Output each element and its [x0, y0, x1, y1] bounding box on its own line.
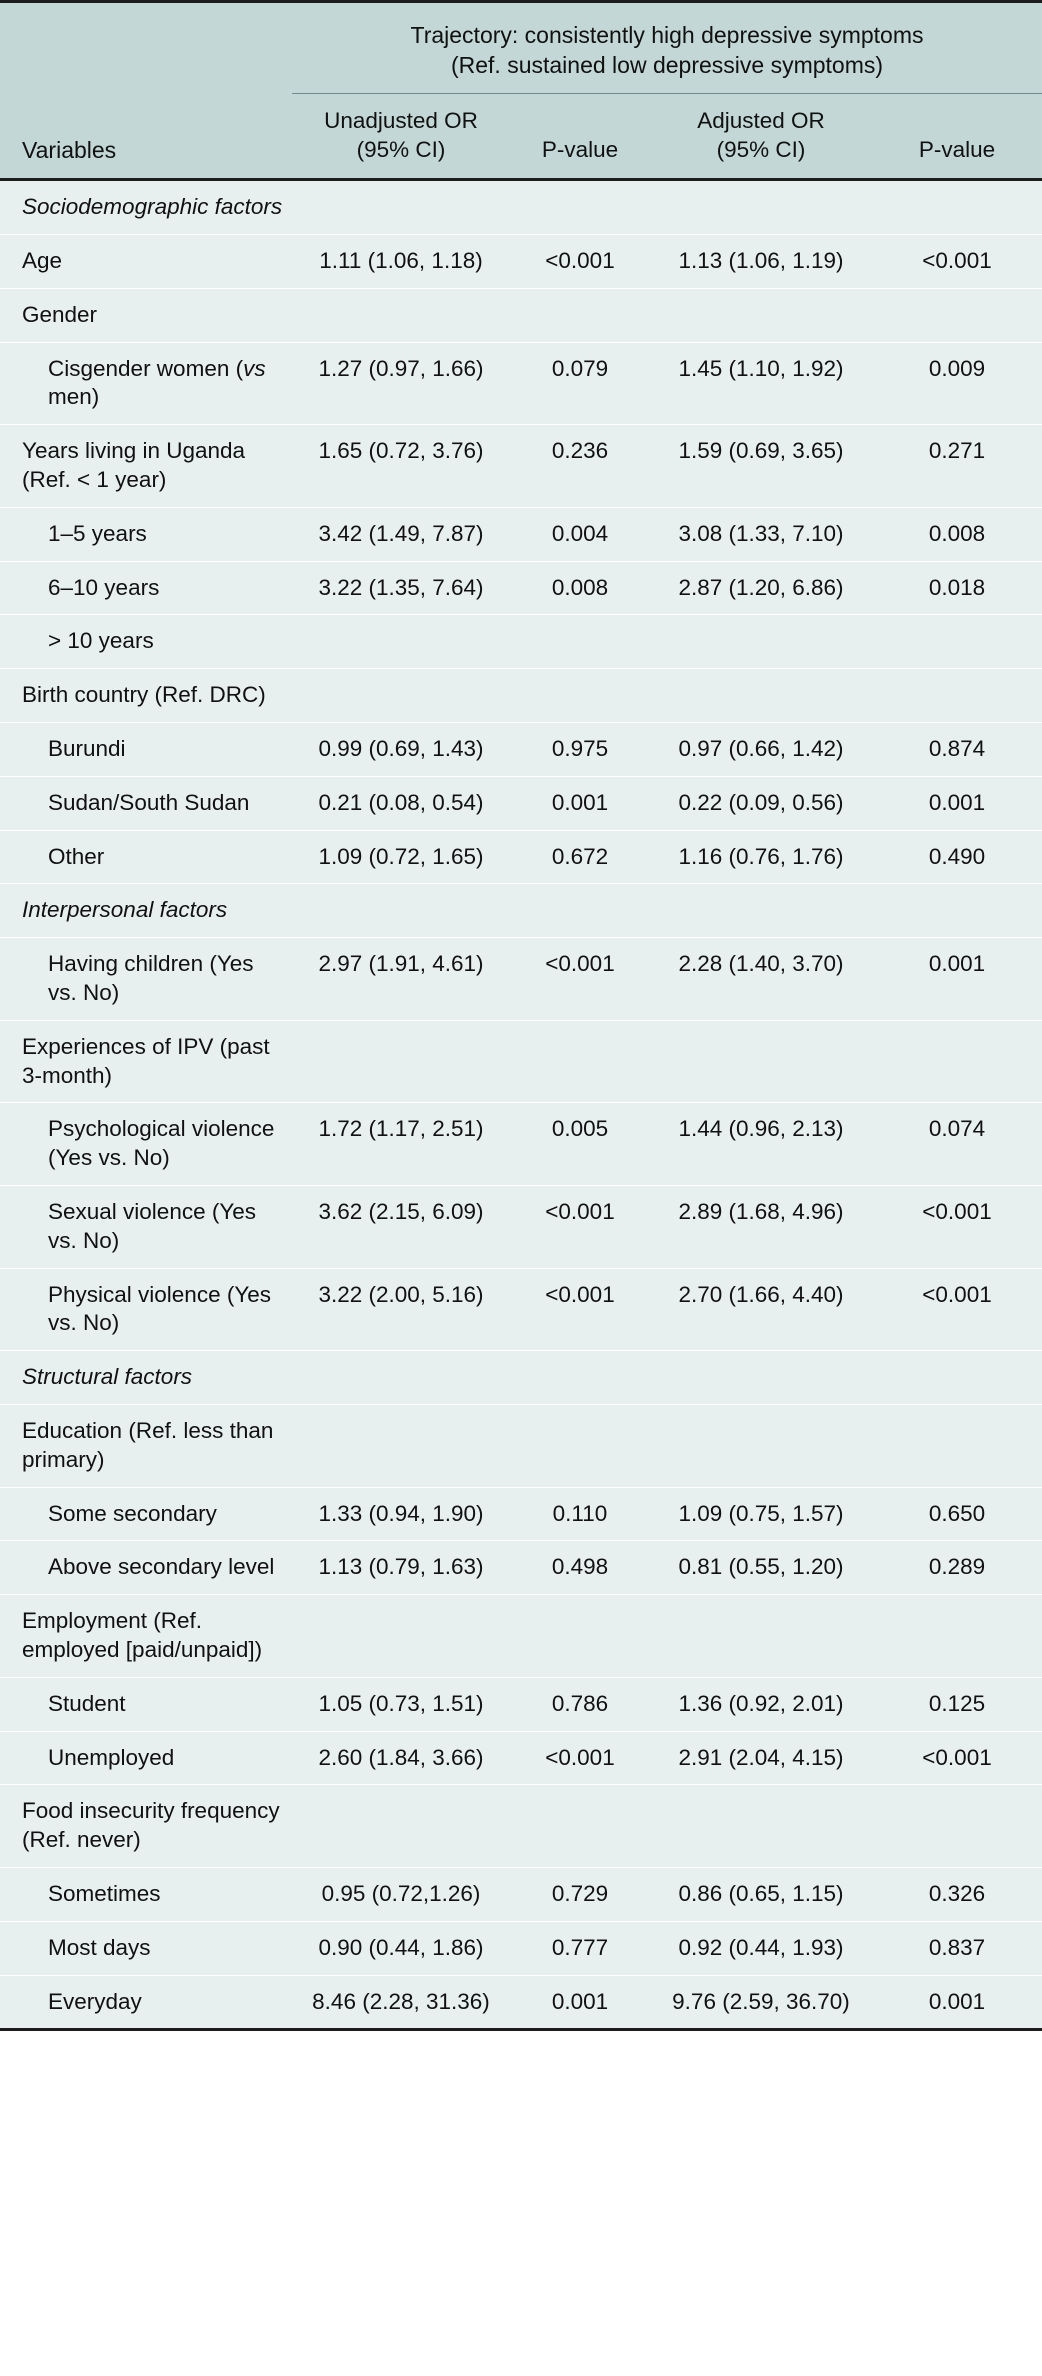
adjusted-or-value: [650, 288, 872, 342]
table-row: [0, 669, 1042, 723]
unadjusted-or-value: [292, 615, 510, 669]
pvalue-adjusted-value: 0.650: [872, 1487, 1042, 1541]
variable-label: Education (Ref. less than primary): [0, 1405, 292, 1488]
variable-label: Physical violence (Yes vs. No): [0, 1268, 292, 1351]
adjusted-or-value: 2.70 (1.66, 4.40): [650, 1268, 872, 1351]
unadjusted-or-value: 2.97 (1.91, 4.61): [292, 938, 510, 1021]
adjusted-or-value: 0.22 (0.09, 0.56): [650, 776, 872, 830]
pvalue-unadjusted-value: [510, 1405, 650, 1488]
table-row: [0, 830, 1042, 884]
pvalue-unadjusted-value: 0.236: [510, 425, 650, 508]
table-row: [0, 1677, 1042, 1731]
unadjusted-or-value: 0.21 (0.08, 0.54): [292, 776, 510, 830]
adjusted-or-value: 2.89 (1.68, 4.96): [650, 1186, 872, 1269]
unadjusted-or-value: 1.09 (0.72, 1.65): [292, 830, 510, 884]
section-label: Interpersonal factors: [0, 884, 292, 938]
pvalue-unadjusted-value: <0.001: [510, 1731, 650, 1785]
unadjusted-or-value: 1.05 (0.73, 1.51): [292, 1677, 510, 1731]
pvalue-adjusted-value: 0.490: [872, 830, 1042, 884]
pvalue-unadjusted-value: [510, 615, 650, 669]
pvalue-unadjusted-value: [510, 884, 650, 938]
adjusted-or-value: 3.08 (1.33, 7.10): [650, 507, 872, 561]
variable-label: Other: [0, 830, 292, 884]
variable-label: Everyday: [0, 1975, 292, 2028]
unadjusted-or-value: 0.95 (0.72,1.26): [292, 1867, 510, 1921]
pvalue-unadjusted-value: 0.008: [510, 561, 650, 615]
table-row: [0, 884, 1042, 938]
header-column-row: [0, 93, 1042, 180]
pvalue-unadjusted-value: <0.001: [510, 235, 650, 289]
pvalue-adjusted-value: <0.001: [872, 1731, 1042, 1785]
unadjusted-or-value: 0.99 (0.69, 1.43): [292, 723, 510, 777]
pvalue-adjusted-value: 0.009: [872, 342, 1042, 425]
adjusted-or-value: 0.92 (0.44, 1.93): [650, 1921, 872, 1975]
pvalue-adjusted-value: [872, 1351, 1042, 1405]
variable-label: Sometimes: [0, 1867, 292, 1921]
header-pvalue-adjusted: P-value: [872, 93, 1042, 180]
variable-label: Age: [0, 235, 292, 289]
adjusted-or-value: [650, 669, 872, 723]
header-variables: Variables: [0, 93, 292, 180]
table-row: [0, 288, 1042, 342]
pvalue-adjusted-value: [872, 1785, 1042, 1868]
variable-label: Sexual violence (Yes vs. No): [0, 1186, 292, 1269]
pvalue-unadjusted-value: [510, 288, 650, 342]
unadjusted-or-value: 1.27 (0.97, 1.66): [292, 342, 510, 425]
pvalue-unadjusted-value: <0.001: [510, 1186, 650, 1269]
table-row: [0, 507, 1042, 561]
variable-label: Unemployed: [0, 1731, 292, 1785]
pvalue-unadjusted-value: [510, 1020, 650, 1103]
header-unadjusted-or-line2: (95% CI): [356, 137, 446, 163]
unadjusted-or-value: 1.11 (1.06, 1.18): [292, 235, 510, 289]
adjusted-or-value: 1.44 (0.96, 2.13): [650, 1103, 872, 1186]
adjusted-or-value: [650, 1020, 872, 1103]
pvalue-unadjusted-value: 0.498: [510, 1541, 650, 1595]
section-label: Structural factors: [0, 1351, 292, 1405]
header-pvalue-unadjusted: P-value: [510, 93, 650, 180]
variable-label: Gender: [0, 288, 292, 342]
pvalue-unadjusted-value: 0.001: [510, 776, 650, 830]
pvalue-adjusted-value: [872, 1595, 1042, 1678]
table-row: [0, 1351, 1042, 1405]
variable-label: Student: [0, 1677, 292, 1731]
pvalue-adjusted-value: 0.125: [872, 1677, 1042, 1731]
table-row: [0, 1268, 1042, 1351]
adjusted-or-value: [650, 615, 872, 669]
variable-label: Most days: [0, 1921, 292, 1975]
pvalue-adjusted-value: 0.018: [872, 561, 1042, 615]
pvalue-unadjusted-value: [510, 1595, 650, 1678]
variable-label: > 10 years: [0, 615, 292, 669]
adjusted-or-value: 1.13 (1.06, 1.19): [650, 235, 872, 289]
table-body: [0, 180, 1042, 2029]
table-row: [0, 235, 1042, 289]
pvalue-adjusted-value: 0.874: [872, 723, 1042, 777]
table-row: [0, 1921, 1042, 1975]
table-row: [0, 1785, 1042, 1868]
adjusted-or-value: [650, 1405, 872, 1488]
unadjusted-or-value: 3.62 (2.15, 6.09): [292, 1186, 510, 1269]
variable-label: Years living in Uganda (Ref. < 1 year): [0, 425, 292, 508]
adjusted-or-value: 1.09 (0.75, 1.57): [650, 1487, 872, 1541]
pvalue-adjusted-value: [872, 884, 1042, 938]
section-label: Sociodemographic factors: [0, 180, 292, 235]
unadjusted-or-value: [292, 669, 510, 723]
table-row: [0, 561, 1042, 615]
header-group-row: [0, 2, 1042, 94]
variable-label: Psychological violence (Yes vs. No): [0, 1103, 292, 1186]
unadjusted-or-value: [292, 180, 510, 235]
variable-label: Cisgender women (vs men): [0, 342, 292, 425]
pvalue-adjusted-value: 0.008: [872, 507, 1042, 561]
variable-label: Employment (Ref. employed [paid/unpaid]): [0, 1595, 292, 1678]
pvalue-unadjusted-value: 0.005: [510, 1103, 650, 1186]
table-row: [0, 938, 1042, 1021]
pvalue-adjusted-value: <0.001: [872, 1186, 1042, 1269]
table-row: [0, 1487, 1042, 1541]
header-group-title-line1: Trajectory: consistently high depressive symptoms: [410, 22, 924, 48]
unadjusted-or-value: 2.60 (1.84, 3.66): [292, 1731, 510, 1785]
adjusted-or-value: 1.45 (1.10, 1.92): [650, 342, 872, 425]
table-row: [0, 1103, 1042, 1186]
unadjusted-or-value: 3.22 (1.35, 7.64): [292, 561, 510, 615]
adjusted-or-value: [650, 884, 872, 938]
adjusted-or-value: [650, 1785, 872, 1868]
header-adjusted-or: [650, 93, 872, 180]
pvalue-unadjusted-value: <0.001: [510, 938, 650, 1021]
pvalue-unadjusted-value: 0.672: [510, 830, 650, 884]
pvalue-unadjusted-value: [510, 1351, 650, 1405]
pvalue-unadjusted-value: 0.001: [510, 1975, 650, 2028]
pvalue-adjusted-value: [872, 1405, 1042, 1488]
variable-label: Having children (Yes vs. No): [0, 938, 292, 1021]
table-row: [0, 1020, 1042, 1103]
adjusted-or-value: [650, 180, 872, 235]
table-row: [0, 1975, 1042, 2028]
unadjusted-or-value: 1.65 (0.72, 3.76): [292, 425, 510, 508]
unadjusted-or-value: 3.22 (2.00, 5.16): [292, 1268, 510, 1351]
header-group-title: [292, 2, 1042, 94]
header-adjusted-or-line2: (95% CI): [716, 137, 806, 163]
table-row: [0, 1541, 1042, 1595]
pvalue-adjusted-value: <0.001: [872, 235, 1042, 289]
variable-label: Sudan/South Sudan: [0, 776, 292, 830]
pvalue-unadjusted-value: [510, 1785, 650, 1868]
pvalue-adjusted-value: <0.001: [872, 1268, 1042, 1351]
unadjusted-or-value: 3.42 (1.49, 7.87): [292, 507, 510, 561]
pvalue-unadjusted-value: [510, 180, 650, 235]
pvalue-unadjusted-value: 0.110: [510, 1487, 650, 1541]
header-adjusted-or-line1: Adjusted OR: [697, 107, 825, 133]
unadjusted-or-value: [292, 1020, 510, 1103]
pvalue-unadjusted-value: 0.004: [510, 507, 650, 561]
pvalue-adjusted-value: 0.001: [872, 938, 1042, 1021]
variable-label: Burundi: [0, 723, 292, 777]
adjusted-or-value: 0.97 (0.66, 1.42): [650, 723, 872, 777]
variable-label: Birth country (Ref. DRC): [0, 669, 292, 723]
unadjusted-or-value: 8.46 (2.28, 31.36): [292, 1975, 510, 2028]
variable-label: 6–10 years: [0, 561, 292, 615]
table-row: [0, 425, 1042, 508]
unadjusted-or-value: 1.13 (0.79, 1.63): [292, 1541, 510, 1595]
table-row: [0, 180, 1042, 235]
pvalue-adjusted-value: 0.001: [872, 776, 1042, 830]
pvalue-unadjusted-value: <0.001: [510, 1268, 650, 1351]
adjusted-or-value: 1.16 (0.76, 1.76): [650, 830, 872, 884]
table-row: [0, 1867, 1042, 1921]
pvalue-adjusted-value: [872, 669, 1042, 723]
variable-label: Experiences of IPV (past 3-month): [0, 1020, 292, 1103]
unadjusted-or-value: [292, 1595, 510, 1678]
pvalue-unadjusted-value: 0.079: [510, 342, 650, 425]
header-unadjusted-or: [292, 93, 510, 180]
pvalue-adjusted-value: [872, 288, 1042, 342]
unadjusted-or-value: [292, 1405, 510, 1488]
header-unadjusted-or-line1: Unadjusted OR: [324, 107, 478, 133]
pvalue-adjusted-value: [872, 615, 1042, 669]
unadjusted-or-value: 1.72 (1.17, 2.51): [292, 1103, 510, 1186]
pvalue-unadjusted-value: 0.729: [510, 1867, 650, 1921]
unadjusted-or-value: [292, 1785, 510, 1868]
table-row: [0, 723, 1042, 777]
adjusted-or-value: 2.28 (1.40, 3.70): [650, 938, 872, 1021]
variable-label: 1–5 years: [0, 507, 292, 561]
table-row: [0, 776, 1042, 830]
table-row: [0, 1405, 1042, 1488]
adjusted-or-value: 0.86 (0.65, 1.15): [650, 1867, 872, 1921]
pvalue-adjusted-value: 0.001: [872, 1975, 1042, 2028]
pvalue-adjusted-value: 0.326: [872, 1867, 1042, 1921]
adjusted-or-value: [650, 1595, 872, 1678]
table-row: [0, 615, 1042, 669]
table-row: [0, 1186, 1042, 1269]
unadjusted-or-value: [292, 884, 510, 938]
pvalue-unadjusted-value: 0.975: [510, 723, 650, 777]
pvalue-adjusted-value: 0.289: [872, 1541, 1042, 1595]
pvalue-unadjusted-value: 0.786: [510, 1677, 650, 1731]
adjusted-or-value: 0.81 (0.55, 1.20): [650, 1541, 872, 1595]
unadjusted-or-value: [292, 1351, 510, 1405]
unadjusted-or-value: [292, 288, 510, 342]
adjusted-or-value: 9.76 (2.59, 36.70): [650, 1975, 872, 2028]
pvalue-adjusted-value: 0.837: [872, 1921, 1042, 1975]
pvalue-unadjusted-value: 0.777: [510, 1921, 650, 1975]
adjusted-or-value: 1.59 (0.69, 3.65): [650, 425, 872, 508]
unadjusted-or-value: 1.33 (0.94, 1.90): [292, 1487, 510, 1541]
adjusted-or-value: 2.87 (1.20, 6.86): [650, 561, 872, 615]
table-bottom-rule: [0, 2028, 1042, 2031]
pvalue-adjusted-value: [872, 1020, 1042, 1103]
table-row: [0, 1731, 1042, 1785]
table-row: [0, 342, 1042, 425]
pvalue-unadjusted-value: [510, 669, 650, 723]
table-header: [0, 2, 1042, 180]
pvalue-adjusted-value: [872, 180, 1042, 235]
pvalue-adjusted-value: 0.074: [872, 1103, 1042, 1186]
table-row: [0, 1595, 1042, 1678]
variable-label: Above secondary level: [0, 1541, 292, 1595]
variable-label: Food insecurity frequency (Ref. never): [0, 1785, 292, 1868]
adjusted-or-value: 1.36 (0.92, 2.01): [650, 1677, 872, 1731]
variable-label: Some secondary: [0, 1487, 292, 1541]
adjusted-or-value: 2.91 (2.04, 4.15): [650, 1731, 872, 1785]
header-group-title-line2: (Ref. sustained low depressive symptoms): [450, 51, 884, 78]
pvalue-adjusted-value: 0.271: [872, 425, 1042, 508]
unadjusted-or-value: 0.90 (0.44, 1.86): [292, 1921, 510, 1975]
adjusted-or-value: [650, 1351, 872, 1405]
